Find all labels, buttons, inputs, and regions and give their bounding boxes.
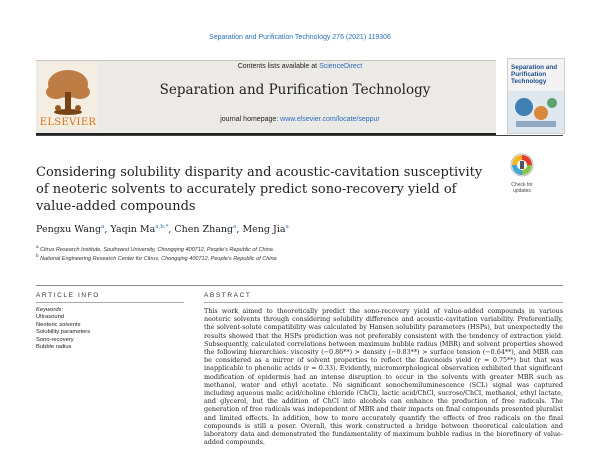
- homepage-prefix: journal homepage:: [220, 116, 281, 123]
- crossmark-label[interactable]: Check for updates: [511, 182, 533, 194]
- author-affiliation-mark[interactable]: a,b,*: [155, 224, 169, 230]
- publisher-name: ELSEVIER: [39, 117, 97, 128]
- keyword: Neoteric solvents: [36, 321, 81, 328]
- keywords-label: Keywords:: [36, 307, 64, 313]
- affiliation-text: Citrus Research Institute, Southwest University, Chongqing 400712, People’s Republic of China: [40, 246, 273, 253]
- keyword: Bubble radius: [36, 344, 72, 351]
- article-title: Considering solubility disparity and acoustic-cavitation susceptivity of neoteric solvents to accurately predict sono-recovery yield of value-added compounds: [36, 165, 483, 214]
- homepage-link[interactable]: www.elsevier.com/locate/seppur: [280, 116, 380, 123]
- contents-prefix: Contents lists available at: [237, 63, 320, 70]
- keyword: Solubility parameters: [36, 329, 91, 336]
- author-name[interactable]: Chen Zhang: [174, 224, 234, 236]
- article-info-divider: [36, 302, 184, 303]
- author-affiliation-mark[interactable]: a: [233, 224, 237, 230]
- author-list: Pengxu Wang$^a$, Yaqin $Ma^{a,b,*}$, Chen Zhang$^a$, Meng Jia$^a$: [36, 224, 289, 236]
- abstract-divider: [204, 302, 563, 303]
- affiliation-text: National Engineering Research Center for Citrus, Chongqing 400712, People’s Republic of China: [40, 255, 277, 262]
- sciencedirect-link[interactable]: ScienceDirect: [319, 63, 363, 70]
- journal-name: Separation and Purification Technology: [159, 82, 431, 98]
- abstract-heading: ABSTRACT: [204, 292, 252, 299]
- affiliation: [36, 244, 273, 253]
- header-divider: [36, 135, 563, 136]
- author-name[interactable]: Pengxu Wang: [36, 224, 102, 236]
- author-name[interactable]: Meng Jia: [242, 224, 286, 236]
- author-affiliation-mark[interactable]: a: [101, 224, 105, 230]
- affiliation-mark: a: [36, 244, 39, 249]
- journal-reference[interactable]: Separation and Purification Technology 276 (2021) 119306: [209, 34, 391, 41]
- cover-artwork: [508, 91, 564, 133]
- author-name[interactable]: Yaqin Ma: [110, 224, 156, 236]
- journal-cover-thumbnail[interactable]: [507, 58, 565, 134]
- keyword: Sono-recovery: [36, 336, 74, 343]
- section-divider: [36, 285, 563, 286]
- affiliation-mark: b: [36, 253, 39, 258]
- keyword: Ultrasound: [36, 314, 65, 321]
- keywords-block: [36, 307, 184, 351]
- abstract-body: This work aimed to theoretically predict the sono-recovery yield of value-added compounds in various neoteric solvents through considering solubility difference and acoustic-cavitation variability. Preferentially, the solvent-solute compatibility was calculated by Hansen solubility parameters (HSPs), but unexpectedly the results showed that the HSPs prediction was not preferably consistent with the tendency of extraction yield. Subsequently, calculated correlations between maximum bubble radius (MBR) and solvent properties showed the following hierarchies: viscosity (−0.86**) > density (−0.83**) > surface tension (−0.64**), and MBR can be considered as a mirror of solvent properties to reflect the flavonoids yield (r = 0.75**) but that was inapplicable to phenolic acids (r = 0.33). Evidently, micromorphological observation exhibited that significant modification of epidermis had an intense disruption to occur in the solvents with greater MBR such as methanol, water and ethyl acetate. No significant sonochemiluminescence (SCL) signal was captured including aqueous malic acid/choline chloride (ChCl), lactic acid/ChCl, sucrose/ChCl, methanol, ethyl lactate, and glycerol, but the addition of ChCl into alcohols can enhance the production of free radicals. The generation of free radicals was independent of MBR and their impacts on final compounds presented pluralist and limited effects. In addition, how to more accurately quantify the effects of free radicals on the final compounds is still a poser. Overall, this work constructed a bridge between theoretical calculation and laboratory data and demonstrated the fundamentality of maximum bubble radius in the biorefinery of value-added compounds.: [204, 307, 563, 447]
- article-info-heading: ARTICLE INFO: [36, 292, 100, 299]
- cover-title: Separation and Purification Technology: [511, 64, 558, 85]
- author-affiliation-mark[interactable]: a: [285, 224, 289, 230]
- journal-header-banner: [36, 60, 496, 136]
- affiliation: [36, 253, 277, 262]
